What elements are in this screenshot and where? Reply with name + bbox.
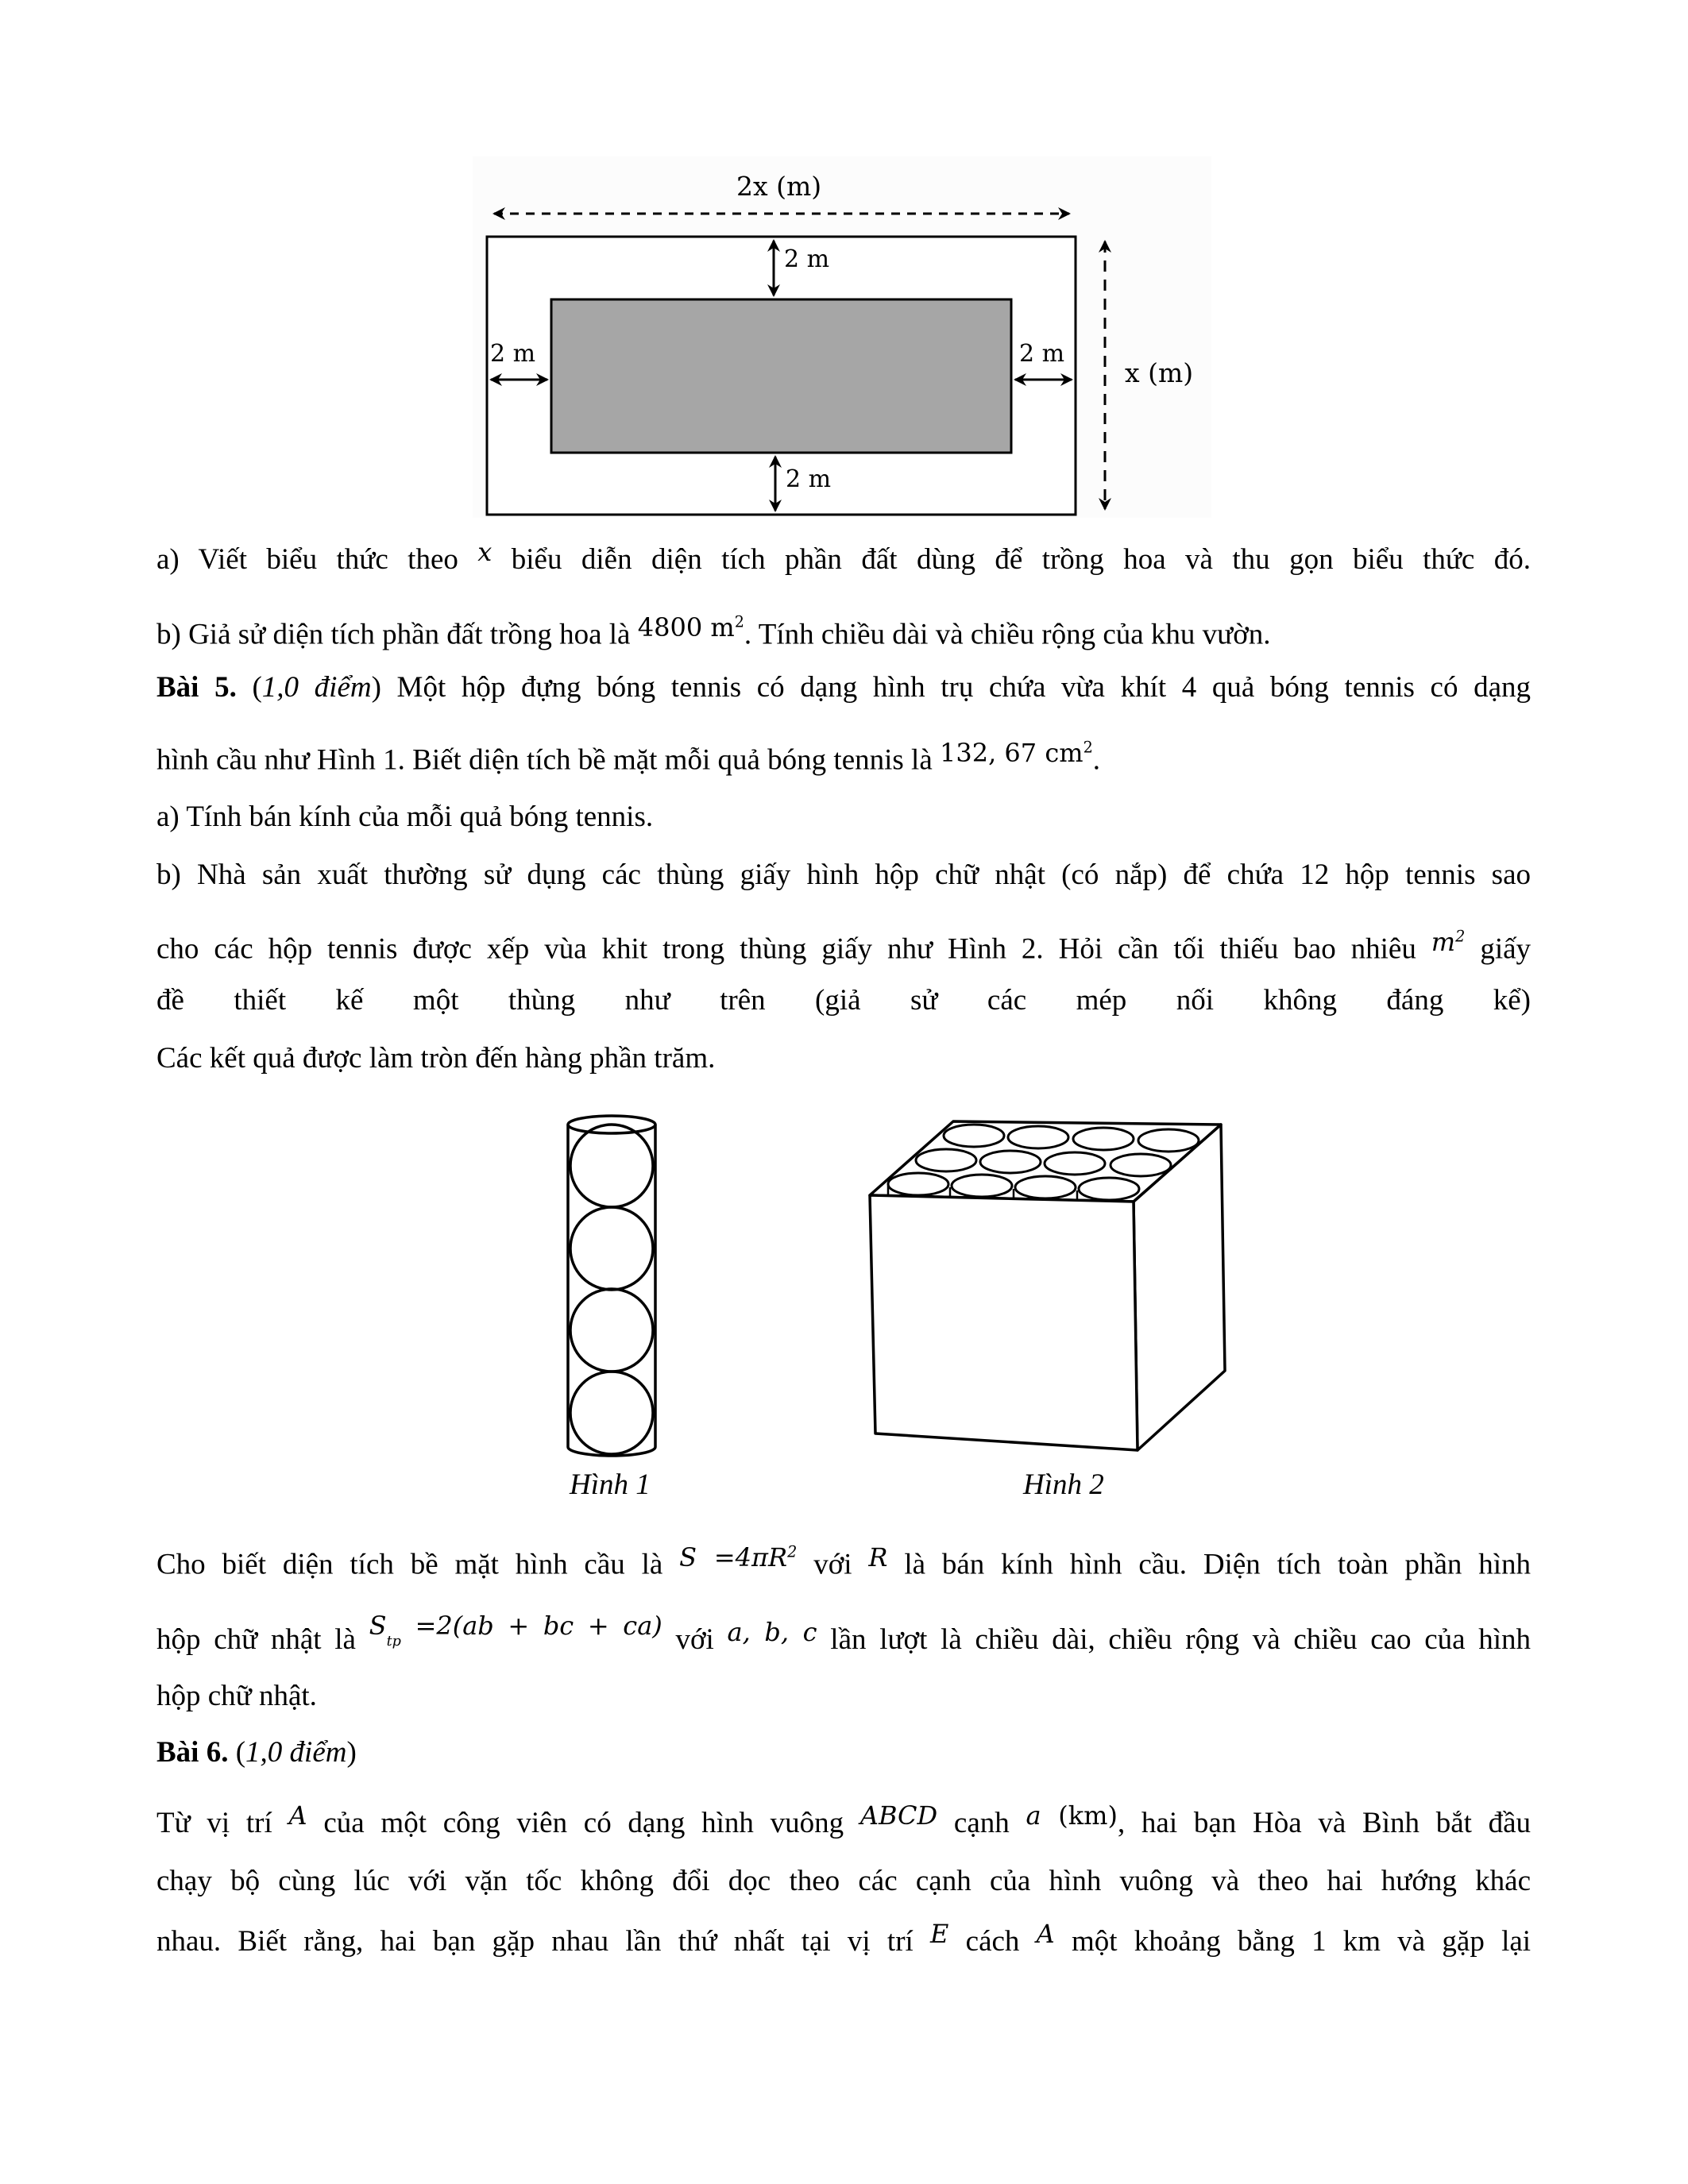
figure-1-caption: Hình 1 [570,1468,651,1501]
var-A: A [288,1800,307,1831]
question-4b: b) Giả sử diện tích phần đất trồng hoa là 4800 $m^2$. Tính chiều dài và chiều rộng của khu vườn. [156,612,1271,651]
bai5-part-a: a) Tính bán kính của mỗi quả bóng tennis. [156,801,654,833]
var-ABCD: ABCD [859,1800,938,1831]
question-4a: a) Viết biểu thức theo x biểu diễn diện tích phần đất dùng để trồng hoa và thu gọn biểu thức đó. [156,537,1532,576]
bai5-line2: hình cầu như Hình 1. Biết diện tích bề mặt mỗi quả bóng tennis là 132, 67 $cm^2$. [156,737,1101,777]
area-value: 4800 $m^2$ [637,612,744,642]
var-R: R [868,1542,888,1572]
bai6-points: 1,0 điểm [245,1736,347,1769]
vars-abc: a, b, c [727,1617,817,1647]
bai5-heading-line: Bài 5. (1,0 điểm) Một hộp đựng bóng tennis có dạng hình trụ chứa vừa khít 4 quả bóng tennis có dạng [156,671,1532,704]
bai5-part-b-line1: b) Nhà sản xuất thường sử dụng các thùng giấy hình hộp chữ nhật (có nắp) để chứa 12 hộp tennis sao [156,859,1531,891]
var-x: x [477,537,492,567]
bai5-points: 1,0 điểm [261,671,372,704]
bai6-title: Bài 6. [156,1736,229,1769]
bai6-line2: chạy bộ cùng lúc với vặn tốc không đổi dọc theo các cạnh của hình vuông và theo hai hướng khác [156,1865,1531,1897]
bai6-heading: Bài 6. (1,0 điểm) [156,1736,357,1769]
sphere-area-formula: $S =4\pi R^2$ [679,1542,798,1572]
unit-m2: $m^2$ [1431,926,1466,957]
bai6-line1: Từ vị trí A của một công viên có dạng hình vuông ABCD cạnh a (km), hai bạn Hòa và Bình bắt đầu [156,1800,1532,1839]
margin-left-label: 2 m [490,340,536,368]
margin-top-label: 2 m [784,245,830,273]
var-E: E [930,1919,949,1949]
note-line1: Cho biết diện tích bề mặt hình cầu là $S =4\pi R^2$ với R là bán kính hình cầu. Diện tích toàn phần hình [156,1542,1532,1581]
bai5-part-b-line2: cho các hộp tennis được xếp vùa khit trong thùng giấy như Hình 2. Hỏi cần tối thiếu bao nhiêu $m^2$ giấy [156,926,1532,966]
bai5-title: Bài 5. [156,671,237,704]
height-label: x (m) [1125,357,1194,388]
var-A-2: A [1036,1919,1055,1949]
box-area-formula: $S_{tp} =2(ab$ + bc + ca) [369,1611,662,1650]
bai6-line3: nhau. Biết rằng, hai bạn gặp nhau lần thứ nhất tại vị trí E cách A một khoảng bằng 1 km và gặp lại [156,1919,1532,1958]
bai5-part-b-line3: đề thiết kế một thùng như trên (giả sử các mép nối không đáng kể) [156,984,1531,1017]
ball-surface-area: 132, 67 $cm^2$ [940,737,1093,768]
margin-right-label: 2 m [1019,340,1065,368]
figure-2-caption: Hình 2 [1023,1468,1104,1501]
note-line2: hộp chữ nhật là $S_{tp} =2(ab$ + bc + ca) với a, b, c lần lượt là chiều dài, chiều rộng và chiều cao của hình [156,1611,1532,1656]
margin-bottom-label: 2 m [786,465,832,493]
note-line3: hộp chữ nhật. [156,1680,317,1712]
width-label: 2x (m) [736,171,822,202]
side-length: a (km) [1026,1800,1118,1831]
bai5-part-b-line4: Các kết quả được làm tròn đến hàng phần trăm. [156,1042,716,1075]
